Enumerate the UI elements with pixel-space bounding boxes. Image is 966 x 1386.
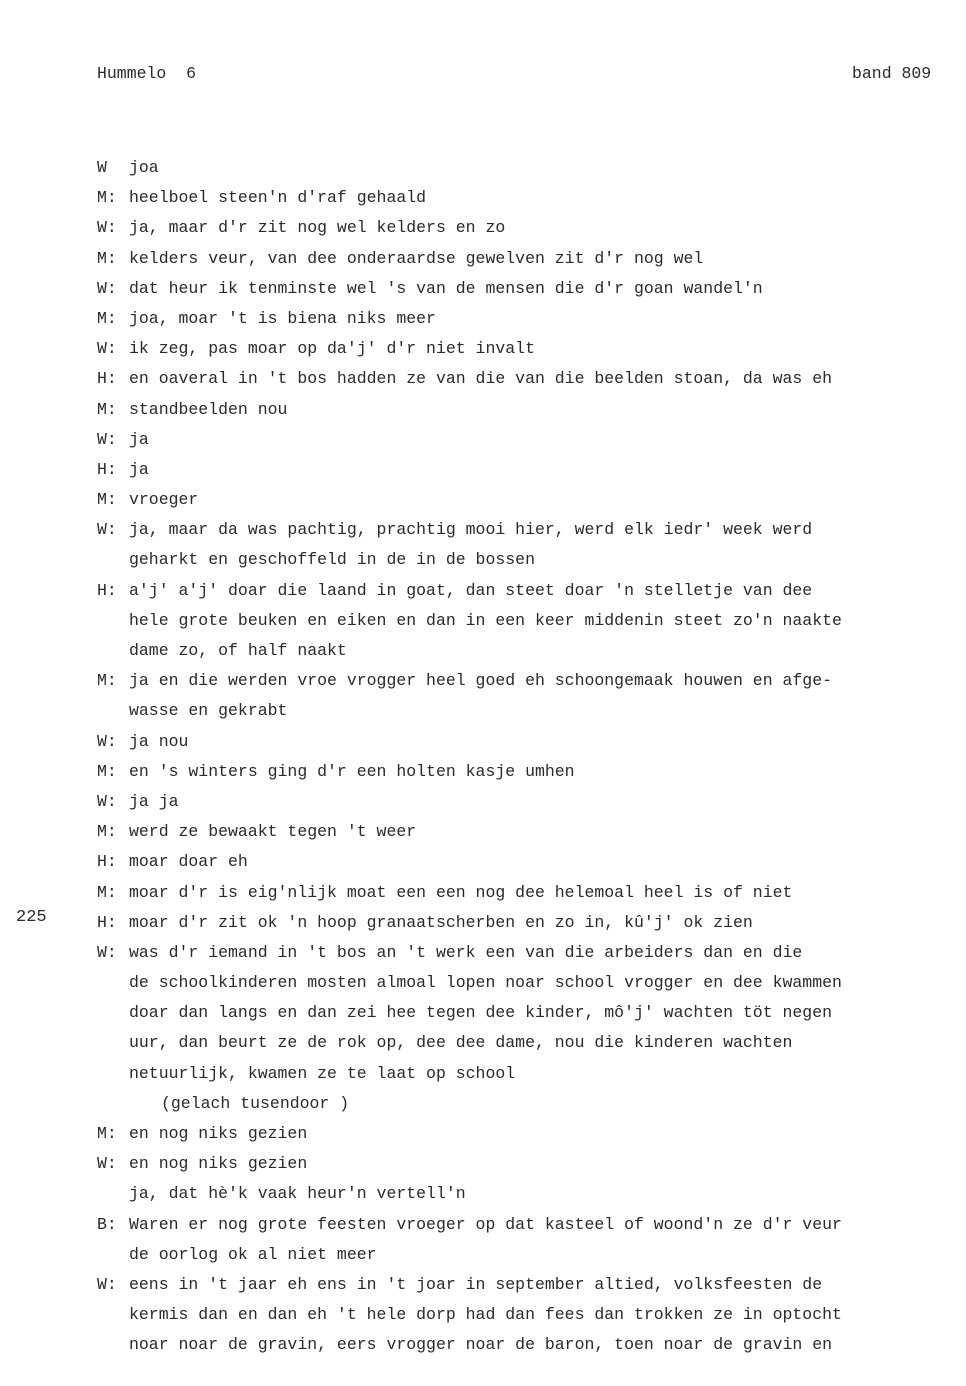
speaker-label: W: — [97, 218, 117, 238]
speaker-label: H: — [97, 852, 117, 872]
speaker-label: M: — [97, 308, 117, 328]
utterance-text: moar doar eh — [129, 852, 248, 872]
speaker-label: H: — [97, 912, 117, 932]
speaker-label: H: — [97, 459, 117, 479]
speaker-label: M: — [97, 399, 117, 419]
utterance-text: (gelach tusendoor ) — [161, 1093, 350, 1113]
speaker-label: W: — [97, 429, 117, 449]
speaker-label: W: — [97, 278, 117, 298]
utterance-text: werd ze bewaakt tegen 't weer — [129, 822, 417, 842]
speaker-label: H: — [97, 580, 117, 600]
transcript-line — [97, 606, 947, 636]
utterance-text: de oorlog ok al niet meer — [129, 1244, 377, 1264]
speaker-label: W: — [97, 1154, 117, 1174]
speaker-label: W: — [97, 731, 117, 751]
utterance-text: moar d'r zit ok 'n hoop granaatscherben en zo in, kû'j' ok zien — [129, 912, 753, 932]
transcript-line — [97, 515, 947, 545]
transcript-line — [97, 1270, 947, 1300]
speaker-label: M: — [97, 1124, 117, 1143]
utterance-text: uur, dan beurt ze de rok op, dee dee dame, nou die kinderen wachten — [129, 1033, 793, 1053]
transcript-line — [97, 817, 947, 847]
transcript-line — [97, 485, 947, 515]
utterance-text: dat heur ik tenminste wel 's van de mensen die d'r goan wandel'n — [129, 278, 763, 298]
speaker-label: M: — [97, 248, 117, 268]
transcript-line — [97, 1089, 947, 1119]
utterance-text: ja en die werden vroe vrogger heel goed eh schoongemaak houwen en afge- — [129, 671, 833, 691]
transcript-line — [97, 727, 947, 757]
utterance-text: was d'r iemand in 't bos an 't werk een van die arbeiders dan en die — [129, 942, 803, 962]
transcript-line — [97, 244, 947, 274]
utterance-text: ik zeg, pas moar op da'j' d'r niet invalt — [129, 339, 535, 359]
utterance-text: moar d'r is eig'nlijk moat een een nog dee helemoal heel is of niet — [129, 882, 793, 902]
utterance-text: ja — [129, 459, 149, 479]
utterance-text: a'j' a'j' doar die laand in goat, dan steet doar 'n stelletje van dee — [129, 580, 813, 600]
transcript-line — [97, 908, 947, 938]
speaker-label: M: — [97, 822, 117, 842]
utterance-text: kelders veur, van dee onderaardse gewelven zit d'r nog wel — [129, 248, 704, 268]
header-tape-number: band 809 — [852, 64, 932, 83]
transcript-line — [97, 1330, 947, 1360]
speaker-label: M: — [97, 882, 117, 902]
speaker-label: M: — [97, 761, 117, 781]
transcript-line — [97, 1059, 947, 1089]
utterance-text: hele grote beuken en eiken en dan in een keer middenin steet zo'n naakte — [129, 610, 842, 630]
utterance-text: ja — [129, 429, 149, 449]
transcript-line — [97, 183, 947, 213]
transcript-line — [97, 304, 947, 334]
speaker-label: W: — [97, 1274, 117, 1294]
transcript-line — [97, 1179, 947, 1209]
speaker-label: M: — [97, 188, 117, 208]
speaker-label: W: — [97, 791, 117, 811]
speaker-label: W: — [97, 942, 117, 962]
speaker-label: W: — [97, 339, 117, 359]
utterance-text: ja nou — [129, 731, 189, 751]
transcript-line — [97, 998, 947, 1028]
utterance-text: noar noar de gravin, eers vrogger noar de baron, toen noar de gravin en — [129, 1335, 833, 1355]
transcript-line — [97, 1149, 947, 1179]
transcript-line — [97, 1210, 947, 1240]
utterance-text: wasse en gekrabt — [129, 701, 288, 721]
transcript-line — [97, 666, 947, 696]
transcript-line — [97, 878, 947, 908]
utterance-text: standbeelden nou — [129, 399, 288, 419]
utterance-text: en nog niks gezien — [129, 1124, 308, 1143]
utterance-text: ja ja — [129, 791, 179, 811]
transcript-line — [97, 545, 947, 575]
margin-counter-number: 225 — [16, 908, 47, 927]
header-location: Hummelo 6 — [97, 64, 197, 83]
transcript-line — [97, 757, 947, 787]
transcript-line — [97, 938, 947, 968]
transcript-line — [97, 847, 947, 877]
transcript-line — [97, 1300, 947, 1330]
transcript-line — [97, 696, 947, 726]
transcript-line — [97, 395, 947, 425]
transcript-line — [97, 968, 947, 998]
utterance-text: geharkt en geschoffeld in de in de bossen — [129, 550, 535, 570]
transcript-line — [97, 787, 947, 817]
transcript-line — [97, 213, 947, 243]
transcript-line — [97, 455, 947, 485]
speaker-label: W — [97, 158, 107, 177]
transcript-line — [97, 274, 947, 304]
transcript-line — [97, 334, 947, 364]
utterance-text: en 's winters ging d'r een holten kasje umhen — [129, 761, 575, 781]
speaker-label: W: — [97, 520, 117, 540]
utterance-text: de schoolkinderen mosten almoal lopen noar school vrogger en dee kwammen — [129, 973, 842, 993]
speaker-label: M: — [97, 671, 117, 691]
utterance-text: en nog niks gezien — [129, 1154, 308, 1174]
utterance-text: doar dan langs en dan zei hee tegen dee kinder, mô'j' wachten töt negen — [129, 1003, 833, 1023]
utterance-text: vroeger — [129, 490, 199, 510]
utterance-text: joa, moar 't is biena niks meer — [129, 308, 436, 328]
utterance-text: ja, maar da was pachtig, prachtig mooi hier, werd elk iedr' week werd — [129, 520, 813, 540]
utterance-text: eens in 't jaar eh ens in 't joar in september altied, volksfeesten de — [129, 1274, 823, 1294]
transcript-line — [97, 364, 947, 394]
transcript-line — [97, 425, 947, 455]
transcript-line — [97, 1028, 947, 1058]
utterance-text: Waren er nog grote feesten vroeger op dat kasteel of woond'n ze d'r veur — [129, 1214, 842, 1234]
speaker-label: H: — [97, 369, 117, 389]
utterance-text: ja, maar d'r zit nog wel kelders en zo — [129, 218, 506, 238]
utterance-text: kermis dan en dan eh 't hele dorp had dan fees dan trokken ze in optocht — [129, 1305, 842, 1325]
utterance-text: joa — [129, 158, 159, 177]
transcript-line — [97, 576, 947, 606]
speaker-label: B: — [97, 1214, 117, 1234]
transcript-line — [97, 1119, 947, 1149]
utterance-text: heelboel steen'n d'raf gehaald — [129, 188, 427, 208]
transcript-line — [97, 1240, 947, 1270]
utterance-text: en oaveral in 't bos hadden ze van die van die beelden stoan, da was eh — [129, 369, 833, 389]
utterance-text: netuurlijk, kwamen ze te laat op school — [129, 1063, 516, 1083]
transcript-body — [97, 153, 947, 1361]
transcript-line — [97, 153, 947, 183]
speaker-label: M: — [97, 490, 117, 510]
utterance-text: dame zo, of half naakt — [129, 641, 347, 660]
transcript-line — [97, 636, 947, 666]
utterance-text: ja, dat hè'k vaak heur'n vertell'n — [129, 1184, 466, 1204]
